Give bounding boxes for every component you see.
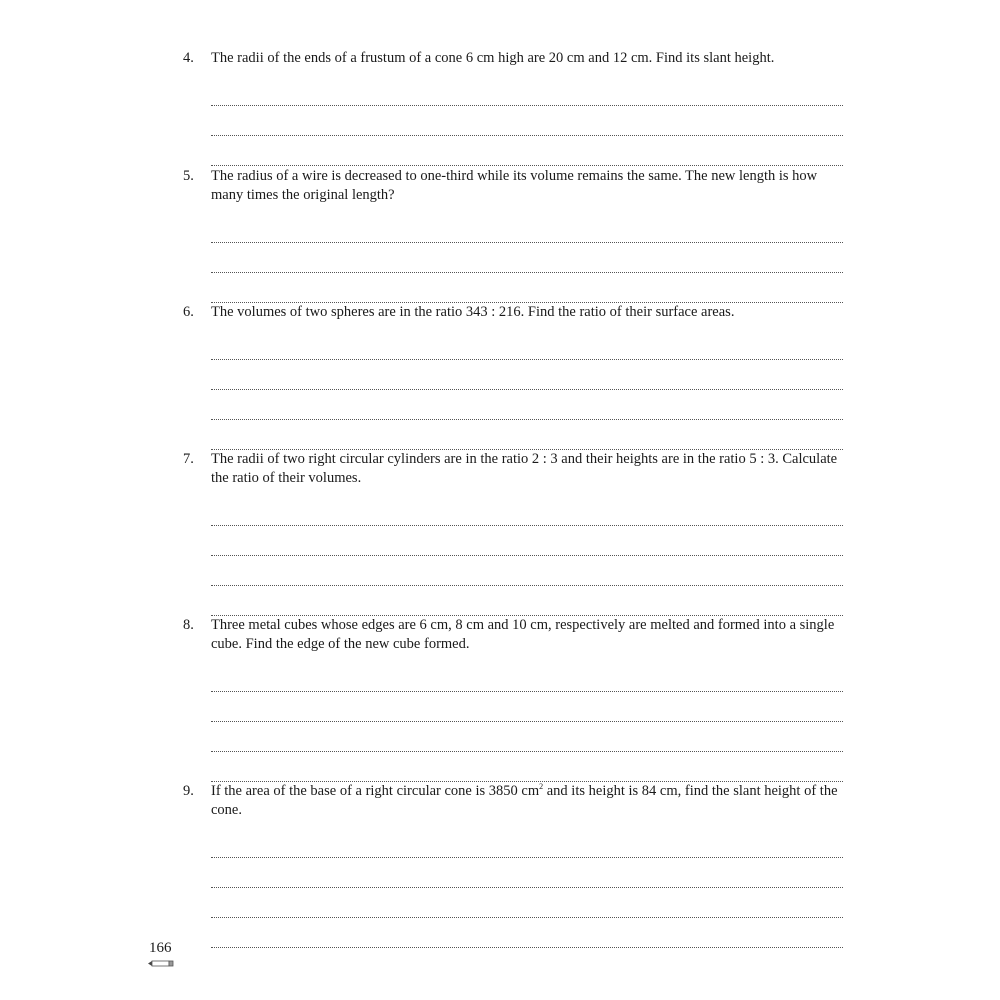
answer-line[interactable] (211, 496, 843, 526)
answer-line[interactable] (211, 136, 843, 166)
pencil-icon (148, 960, 174, 967)
answer-line[interactable] (211, 526, 843, 556)
answer-line[interactable] (211, 213, 843, 243)
question-text: The radii of two right circular cylinders are in the ratio 2 : 3 and their heights are in the ratio 5 : 3. Calculate the ratio of their volumes. (211, 451, 838, 486)
question-4 (183, 49, 843, 166)
question-number: 7. (183, 451, 194, 467)
question-text (211, 782, 843, 820)
question-6 (183, 303, 843, 450)
answer-line[interactable] (211, 722, 843, 752)
answer-line[interactable] (211, 662, 843, 692)
question-number: 8. (183, 617, 194, 633)
question-number: 5. (183, 168, 194, 184)
answer-line[interactable] (211, 586, 843, 616)
answer-lines (211, 662, 843, 782)
answer-line[interactable] (211, 76, 843, 106)
question-9 (183, 782, 843, 948)
superscript: 2 (539, 782, 544, 791)
answer-lines (211, 330, 843, 450)
answer-line[interactable] (211, 752, 843, 782)
answer-line[interactable] (211, 273, 843, 303)
question-5 (183, 167, 843, 303)
answer-line[interactable] (211, 420, 843, 450)
question-text-part: If the area of the base of a right circular cone is 3850 cm (211, 783, 540, 799)
answer-line[interactable] (211, 858, 843, 888)
answer-lines (211, 496, 843, 616)
question-number: 4. (183, 50, 194, 66)
question-text: The radii of the ends of a frustum of a cone 6 cm high are 20 cm and 12 cm. Find its slant height. (211, 50, 775, 66)
question-number: 6. (183, 304, 194, 320)
answer-line[interactable] (211, 330, 843, 360)
question-8 (183, 616, 843, 782)
answer-lines (211, 828, 843, 948)
question-text: The radius of a wire is decreased to one-third while its volume remains the same. The new length is how many times the original length? (211, 168, 818, 203)
answer-line[interactable] (211, 243, 843, 273)
question-text: The volumes of two spheres are in the ratio 343 : 216. Find the ratio of their surface areas. (211, 304, 735, 320)
answer-lines (211, 76, 843, 166)
question-text: Three metal cubes whose edges are 6 cm, 8 cm and 10 cm, respectively are melted and formed into a single cube. Find the edge of the new cube formed. (211, 617, 835, 652)
question-text-part: and its height is 84 cm, find the slant height of the cone. (211, 783, 838, 818)
answer-lines (211, 213, 843, 303)
answer-line[interactable] (211, 556, 843, 586)
page-number: 166 (149, 940, 172, 956)
answer-line[interactable] (211, 390, 843, 420)
question-number: 9. (183, 783, 194, 799)
answer-line[interactable] (211, 918, 843, 948)
question-7 (183, 450, 843, 616)
answer-line[interactable] (211, 692, 843, 722)
answer-line[interactable] (211, 360, 843, 390)
answer-line[interactable] (211, 106, 843, 136)
answer-line[interactable] (211, 828, 843, 858)
answer-line[interactable] (211, 888, 843, 918)
